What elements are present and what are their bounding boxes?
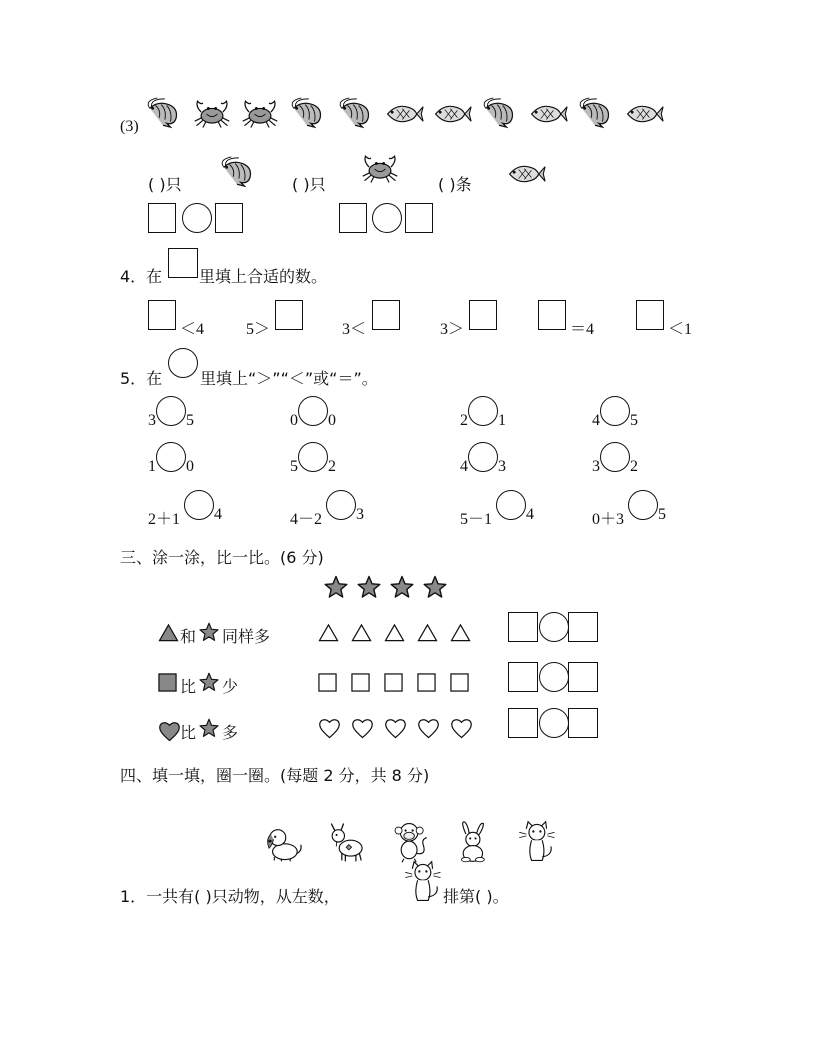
q5-left-operand: 4－2: [290, 511, 323, 528]
q4-answer-box-4[interactable]: [469, 300, 497, 330]
square-filled-icon: [158, 673, 177, 697]
q4-item4-before: 3＞: [440, 321, 465, 338]
compare-circle-1[interactable]: [182, 203, 212, 233]
fish-icon: [528, 100, 568, 133]
section4-title: 四、填一填，圈一圈。(每题 2 分，共 8 分): [120, 766, 430, 785]
q5-right-operand: 3: [498, 458, 506, 475]
q5-answer-circle[interactable]: [298, 396, 328, 426]
q5-right-operand: 2: [630, 458, 638, 475]
heart-filled-icon: [158, 719, 181, 748]
q4-answer-box-3[interactable]: [372, 300, 400, 330]
q4-item2-before: 5＞: [246, 321, 271, 338]
shrimp-icon: [218, 156, 256, 193]
q5-answer-circle[interactable]: [326, 490, 356, 520]
dog-icon[interactable]: [262, 820, 306, 869]
compare-circle[interactable]: [539, 708, 569, 738]
q5-answer-circle[interactable]: [156, 396, 186, 426]
q3-label: (3): [120, 118, 139, 135]
row-label-relation: 少: [222, 677, 239, 696]
section3-title: 三、涂一涂，比一比。(6 分): [120, 548, 324, 567]
q4-item5-after: ＝4: [570, 321, 595, 338]
cat-icon: [400, 860, 444, 909]
q5-right-operand: 5: [186, 412, 194, 429]
star-icon: [324, 575, 348, 604]
crab-icon: [192, 97, 232, 134]
compare-box-right[interactable]: [568, 662, 598, 692]
crab-icon: [360, 152, 400, 189]
square-outline-icon[interactable]: [450, 673, 469, 697]
q5-title-circle: [168, 348, 198, 378]
compare-box-right-2[interactable]: [405, 203, 433, 233]
q5-right-operand: 5: [630, 412, 638, 429]
row-label-relation: 多: [222, 723, 239, 742]
q5-answer-circle[interactable]: [468, 442, 498, 472]
q5-left-operand: 3: [148, 412, 156, 429]
q5-answer-circle[interactable]: [298, 442, 328, 472]
triangle-filled-icon: [158, 623, 179, 647]
q5-answer-circle[interactable]: [600, 442, 630, 472]
q5-answer-circle[interactable]: [496, 490, 526, 520]
fish-icon: [432, 100, 472, 133]
q4-answer-box-5[interactable]: [538, 300, 566, 330]
q5-left-operand: 2: [460, 412, 468, 429]
compare-box-left-1[interactable]: [148, 203, 176, 233]
q4-item6-after: ＜1: [668, 321, 693, 338]
compare-circle[interactable]: [539, 612, 569, 642]
star-icon: [199, 718, 219, 743]
q5-left-operand: 4: [592, 412, 600, 429]
q5-right-operand: 3: [356, 506, 364, 523]
q5-left-operand: 3: [592, 458, 600, 475]
q5-prefix: 5．在: [120, 369, 163, 388]
q4-item3-before: 3＜: [342, 321, 367, 338]
q5-left-operand: 1: [148, 458, 156, 475]
heart-outline-icon[interactable]: [384, 716, 407, 745]
star-icon: [423, 575, 447, 604]
q5-suffix: 里填上“＞”“＜”或“＝”。: [200, 369, 378, 388]
triangle-outline-icon[interactable]: [318, 623, 339, 647]
row-label-relation: 同样多: [222, 627, 271, 646]
shrimp-icon: [576, 97, 614, 134]
compare-box-right-1[interactable]: [215, 203, 243, 233]
q4-title-box: [168, 248, 198, 278]
square-outline-icon[interactable]: [318, 673, 337, 697]
q5-right-operand: 5: [658, 506, 666, 523]
triangle-outline-icon[interactable]: [450, 623, 471, 647]
q5-right-operand: 1: [498, 412, 506, 429]
shrimp-icon: [336, 97, 374, 134]
q1-text-part2: 排第( )。: [443, 887, 509, 906]
fish-count-blank[interactable]: ( )条: [438, 175, 472, 194]
square-outline-icon[interactable]: [384, 673, 403, 697]
row-label-connector: 比: [180, 677, 197, 696]
compare-circle-2[interactable]: [372, 203, 402, 233]
crab-count-blank[interactable]: ( )只: [292, 175, 326, 194]
compare-box-left[interactable]: [508, 662, 538, 692]
heart-outline-icon[interactable]: [318, 716, 341, 745]
heart-outline-icon[interactable]: [450, 716, 473, 745]
shrimp-count-blank[interactable]: ( )只: [148, 175, 182, 194]
q5-answer-circle[interactable]: [184, 490, 214, 520]
triangle-outline-icon[interactable]: [417, 623, 438, 647]
q5-right-operand: 0: [328, 412, 336, 429]
heart-outline-icon[interactable]: [417, 716, 440, 745]
q5-answer-circle[interactable]: [156, 442, 186, 472]
q5-left-operand: 2＋1: [148, 511, 181, 528]
square-outline-icon[interactable]: [351, 673, 370, 697]
star-icon: [199, 622, 219, 647]
compare-box-right[interactable]: [568, 612, 598, 642]
q5-answer-circle[interactable]: [628, 490, 658, 520]
q5-left-operand: 5: [290, 458, 298, 475]
cat-icon[interactable]: [514, 820, 558, 869]
q5-left-operand: 5－1: [460, 511, 493, 528]
fish-icon: [384, 100, 424, 133]
row-label-connector: 比: [180, 723, 197, 742]
q5-right-operand: 4: [214, 506, 222, 523]
q5-answer-circle[interactable]: [600, 396, 630, 426]
q5-answer-circle[interactable]: [468, 396, 498, 426]
q4-suffix: 里填上合适的数。: [199, 267, 328, 286]
q5-left-operand: 4: [460, 458, 468, 475]
q1-text-part1: 1．一共有( )只动物，从左数，: [120, 887, 340, 906]
heart-outline-icon[interactable]: [351, 716, 374, 745]
row-label-connector: 和: [180, 627, 197, 646]
rabbit-icon[interactable]: [450, 820, 494, 869]
goat-icon[interactable]: [326, 820, 370, 869]
compare-box-left[interactable]: [508, 612, 538, 642]
star-icon: [390, 575, 414, 604]
q4-item1-after: ＜4: [180, 321, 205, 338]
compare-circle[interactable]: [539, 662, 569, 692]
q5-left-operand: 0＋3: [592, 511, 625, 528]
compare-box-left[interactable]: [508, 708, 538, 738]
q5-left-operand: 0: [290, 412, 298, 429]
star-icon: [199, 672, 219, 697]
shrimp-icon: [144, 97, 182, 134]
square-outline-icon[interactable]: [417, 673, 436, 697]
fish-icon: [624, 100, 664, 133]
shrimp-icon: [480, 97, 518, 134]
q4-answer-box-1[interactable]: [148, 300, 176, 330]
q4-answer-box-6[interactable]: [636, 300, 664, 330]
star-icon: [357, 575, 381, 604]
triangle-outline-icon[interactable]: [351, 623, 372, 647]
fish-icon: [506, 160, 546, 193]
shrimp-icon: [288, 97, 326, 134]
triangle-outline-icon[interactable]: [384, 623, 405, 647]
compare-box-left-2[interactable]: [339, 203, 367, 233]
q5-right-operand: 0: [186, 458, 194, 475]
q4-answer-box-2[interactable]: [275, 300, 303, 330]
q5-right-operand: 4: [526, 506, 534, 523]
crab-icon: [240, 97, 280, 134]
q5-right-operand: 2: [328, 458, 336, 475]
q4-prefix: 4．在: [120, 267, 163, 286]
compare-box-right[interactable]: [568, 708, 598, 738]
